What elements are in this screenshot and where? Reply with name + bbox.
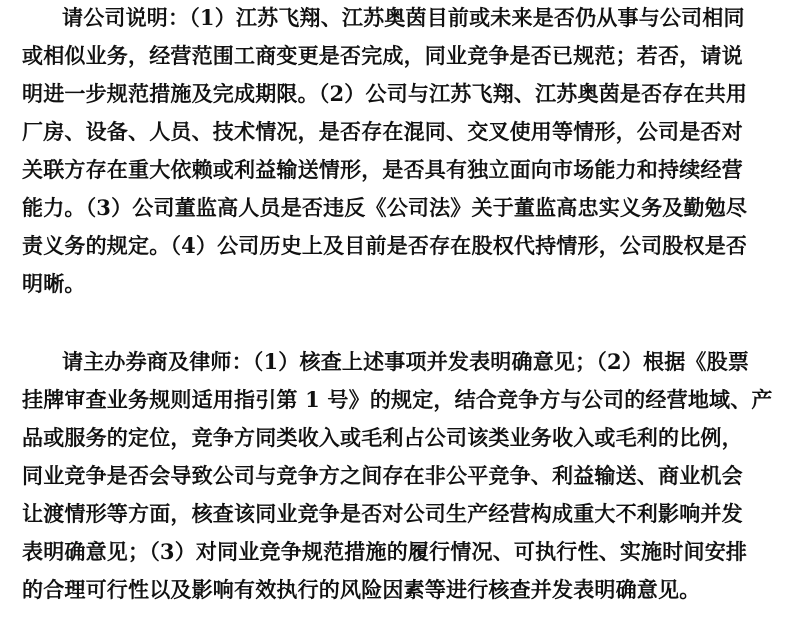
paragraph-line: 能力。（3）公司董监高人员是否违反《公司法》关于董监高忠实义务及勤勉尽: [22, 195, 748, 220]
paragraph-line: 表明确意见；（3）对同业竞争规范措施的履行情况、可执行性、实施时间安排: [22, 539, 748, 564]
paragraph-line: 品或服务的定位，竞争方同类收入或毛利占公司该类业务收入或毛利的比例，: [22, 425, 743, 450]
paragraph-line: 责义务的规定。（4）公司历史上及目前是否存在股权代持情形，公司股权是否: [22, 233, 748, 258]
paragraph-line: 厂房、设备、人员、技术情况，是否存在混同、交叉使用等情形，公司是否对: [22, 119, 743, 144]
paragraph-line: 明进一步规范措施及完成期限。（2）公司与江苏飞翔、江苏奥茵是否存在共用: [22, 81, 748, 106]
paragraph-line: 同业竞争是否会导致公司与竞争方之间存在非公平竞争、利益输送、商业机会: [22, 463, 743, 488]
paragraph-line: 让渡情形等方面，核查该同业竞争是否对公司生产经营构成重大不利影响并发: [22, 501, 743, 526]
paragraph-line: 关联方存在重大依赖或利益输送情形，是否具有独立面向市场能力和持续经营: [22, 157, 743, 182]
paragraph-line: 挂牌审查业务规则适用指引第 1 号》的规定，结合竞争方与公司的经营地域、产: [22, 387, 773, 412]
paragraph-line: 请主办券商及律师：（1）核查上述事项并发表明确意见；（2）根据《股票: [62, 349, 750, 374]
paragraph-line: 或相似业务，经营范围工商变更是否完成，同业竞争是否已规范；若否，请说: [22, 43, 743, 68]
paragraph-line: 明晰。: [22, 271, 86, 296]
paragraph-line: 请公司说明：（1）江苏飞翔、江苏奥茵目前或未来是否仍从事与公司相同: [62, 5, 745, 30]
paragraph-line: 的合理可行性以及影响有效执行的风险因素等进行核查并发表明确意见。: [22, 577, 701, 602]
